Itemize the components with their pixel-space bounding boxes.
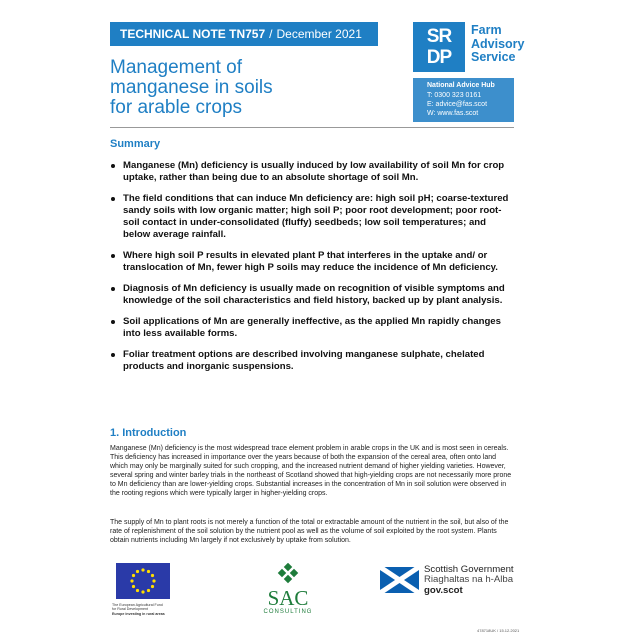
- title-line1: Management of: [110, 57, 243, 78]
- introduction-paragraph-2: The supply of Mn to plant roots is not merely a function of the total or extractable amount of the nutrient in the soil, but also of the rate of replenishment of the soil solution by the nutrient pool as well as the volume of soil exploited by the root system. Plants obtain nutrients including Mn largely if not exclusively by uptake from solution.: [110, 519, 509, 544]
- fas-logo: [413, 22, 525, 72]
- saltire-flag-icon: [380, 567, 419, 593]
- note-date: December 2021: [276, 27, 362, 41]
- scottish-government-logo: [380, 565, 530, 601]
- summary-bullet: Soil applications of Mn are generally ineffective, as the applied Mn rapidly changes into less available forms.: [110, 316, 515, 340]
- contact-web: W: www.fas.scot: [427, 110, 479, 117]
- fas-logo-line2: Advisory: [471, 36, 525, 51]
- srdp-logo-line1: SR: [426, 26, 452, 47]
- summary-bullet: The field conditions that can induce Mn deficiency are: high soil pH; coarse-textured sandy soils with low organic matter; high soil P; poor root development; poor root-soil contact in under-consolidated (fluffy) seedbeds; low soil temperatures; and below average rainfall.: [110, 193, 515, 241]
- summary-bullet: Where high soil P results in elevated plant P that interferes in the uptake and/ or translocation of Mn, fewer high P soils may reduce the incidence of Mn deficiency.: [110, 250, 515, 274]
- fas-logo-line1: Farm: [471, 23, 502, 37]
- title-line2: manganese in soils: [110, 77, 273, 98]
- contact-email: E: advice@fas.scot: [427, 101, 488, 108]
- document-title: [110, 58, 390, 118]
- contact-phone: T: 0300 323 0161: [427, 92, 482, 99]
- sac-diamond-icon: [271, 563, 305, 585]
- eu-flag-icon: [116, 563, 170, 599]
- eu-logo: [112, 563, 172, 625]
- introduction-heading: 1. Introduction: [110, 427, 187, 439]
- document-code: 478718UK / 15.12.2021: [477, 628, 520, 633]
- banner-separator: /: [269, 27, 273, 41]
- fas-logo-line3: Service: [471, 50, 516, 64]
- fas-logo-text: [471, 24, 525, 65]
- scot-gov-english: Scottish Government: [424, 564, 514, 575]
- contact-hub: National Advice Hub: [427, 82, 495, 89]
- sac-logo: [253, 563, 323, 633]
- srdp-logo-mark: [413, 22, 465, 72]
- sac-logo-name: SAC: [267, 586, 309, 610]
- scottish-government-text: [424, 565, 514, 596]
- note-label: TECHNICAL NOTE TN757: [120, 27, 266, 41]
- summary-bullet: Manganese (Mn) deficiency is usually induced by low availability of soil Mn for crop uptake, rather than being due to an absolute shortage of soil Mn.: [110, 160, 515, 184]
- eu-caption-line3: Europe investing in rural areas: [112, 611, 165, 616]
- eu-caption-line2: for Rural Development: [112, 607, 148, 612]
- summary-heading: Summary: [110, 138, 161, 150]
- introduction-paragraph-1: Manganese (Mn) deficiency is the most widespread trace element problem in arable crops in the UK and is most seen in cereals. This deficiency has increased in importance over the years because of both the expansion of the cereal area, often onto land which may only be marginally suited for such cropping, and the increased nutrient demand of higher yielding varieties. However, several spring and winter barley trials in the northeast of Scotland showed that high-yielding crops are not necessarily more prone to Mn deficiency than are lower-yielding crops. Substantial increases in the concentration of Mn in soil solution were observed in the rooting regions which were typically larger in higher-yielding crops.: [110, 445, 512, 497]
- technical-note-banner: [110, 22, 378, 46]
- scot-gov-url: gov.scot: [424, 584, 463, 596]
- srdp-logo-line2: DP: [426, 47, 452, 68]
- eu-caption-line1: The European Agricultural Fund: [112, 603, 163, 607]
- eu-caption: [112, 603, 202, 616]
- sac-logo-subtitle: CONSULTING: [263, 609, 313, 615]
- title-line3: for arable crops: [110, 97, 243, 118]
- summary-bullet: Foliar treatment options are described involving manganese sulphate, chelated products and inorganic suspensions.: [110, 349, 515, 373]
- contact-box: [413, 78, 514, 122]
- summary-bullet: Diagnosis of Mn deficiency is usually made on recognition of visible symptoms and knowledge of the soil characteristics and field history, backed up by plant analysis.: [110, 283, 515, 307]
- scot-gov-gaelic: Riaghaltas na h-Alba: [424, 574, 514, 586]
- summary-list: [110, 160, 515, 382]
- header-divider: [110, 127, 514, 128]
